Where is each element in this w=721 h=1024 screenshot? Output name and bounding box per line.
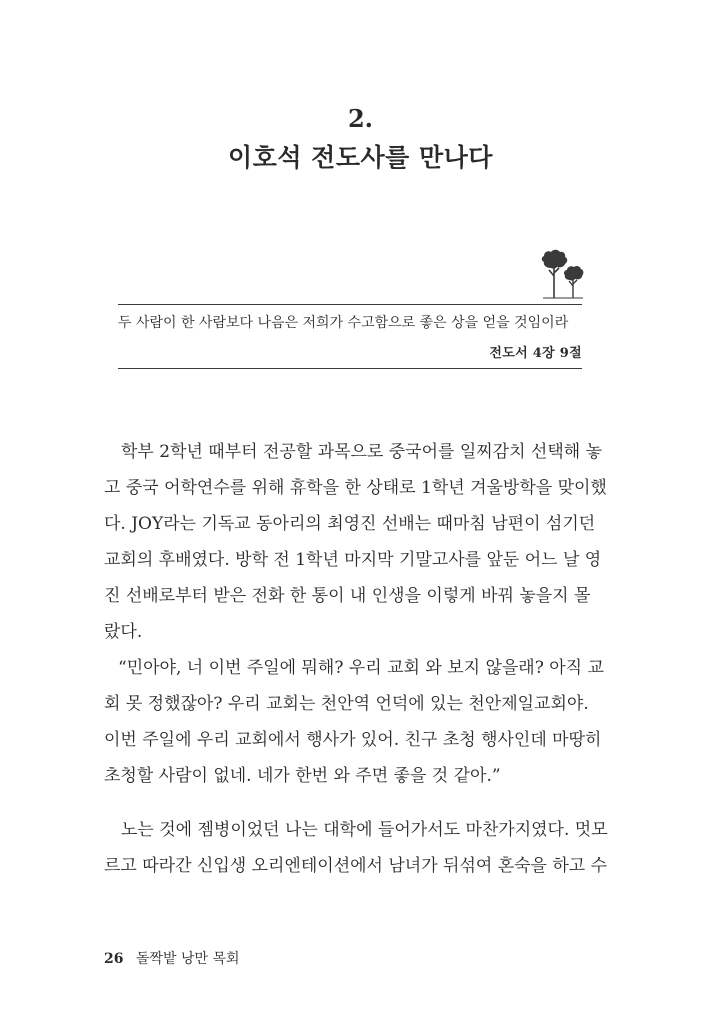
paragraph-line: “민아야, 너 이번 주일에 뭐해? 우리 교회 와 보지 않을래? 아직 교 [118,658,604,678]
page-number: 26 [104,951,124,967]
epigraph-source: 전도서 4장 9절 [489,346,582,361]
paragraph-line: 랐다. [104,622,143,642]
paragraph-line: 교회의 후배였다. 방학 전 1학년 마지막 기말고사를 앞둔 어느 날 영 [104,550,602,570]
paragraph-line: 노는 것에 젬병이었던 나는 대학에 들어가서도 마찬가지였다. 멋모 [121,820,608,840]
paragraph-line: 학부 2학년 때부터 전공할 과목으로 중국어를 일찌감치 선택해 놓 [121,442,603,462]
epigraph-quote: 두 사람이 한 사람보다 나음은 저희가 수고함으로 좋은 상을 얻을 것임이라 [118,315,569,331]
paragraph-line: 고 중국 어학연수를 위해 휴학을 한 상태로 1학년 겨울방학을 맞이했 [104,478,607,498]
paragraph-line: 회 못 정했잖아? 우리 교회는 천안역 언덕에 있는 천안제일교회야. [104,694,589,714]
paragraph-line: 진 선배로부터 받은 전화 한 통이 내 인생을 이렇게 바꿔 놓을지 몰 [104,586,591,606]
body-text-block-2 [104,812,608,884]
body-text-block-1 [104,434,607,794]
book-title: 돌짝밭 낭만 목회 [135,951,240,967]
tree-icon [537,248,585,302]
paragraph-line: 다. JOY라는 기독교 동아리의 최영진 선배는 때마침 남편이 섬기던 [104,514,596,534]
paragraph-line: 초청할 사람이 없네. 네가 한번 와 주면 좋을 것 같아.” [104,766,501,786]
page-footer [104,948,240,968]
paragraph-line: 이번 주일에 우리 교회에서 행사가 있어. 친구 초청 행사인데 마땅히 [104,730,602,750]
chapter-number: 2. [347,104,374,133]
chapter-title: 이호석 전도사를 만나다 [228,143,493,172]
epigraph-top-rule [118,304,582,305]
paragraph-line: 르고 따라간 신입생 오리엔테이션에서 남녀가 뒤섞여 혼숙을 하고 수 [104,856,608,876]
epigraph-bottom-rule [118,368,582,369]
